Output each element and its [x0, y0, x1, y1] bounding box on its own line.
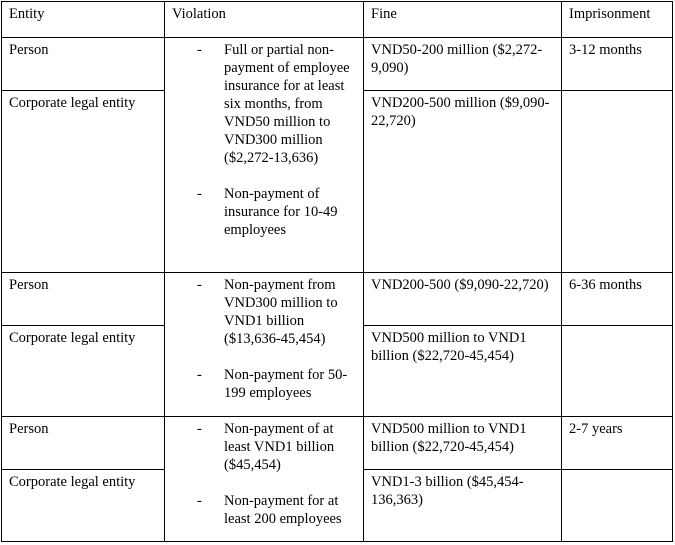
entity-cell: Person — [2, 38, 165, 91]
header-violation: Violation — [165, 2, 364, 38]
fine-cell: VND1-3 billion ($45,454-136,363) — [364, 470, 562, 542]
violation-cell — [165, 273, 364, 417]
header-fine: Fine — [364, 2, 562, 38]
penalty-table — [1, 1, 673, 542]
header-entity: Entity — [2, 2, 165, 38]
imprisonment-cell: 3-12 months — [562, 38, 673, 91]
violation-item: - Non-payment for 50-199 employees — [172, 366, 350, 402]
imprisonment-cell: 2-7 years — [562, 417, 673, 470]
entity-cell: Corporate legal entity — [2, 470, 165, 542]
fine-cell: VND50-200 million ($2,272-9,090) — [364, 38, 562, 91]
entity-cell: Person — [2, 417, 165, 470]
violation-item: - Non-payment of at least VND1 billion ($45,454) — [172, 420, 350, 474]
header-imprisonment: Imprisonment — [562, 2, 673, 38]
imprisonment-cell-empty — [562, 91, 673, 273]
violation-list — [172, 41, 356, 239]
violation-item: - Non-payment of insurance for 10-49 employees — [172, 185, 350, 239]
fine-cell: VND200-500 ($9,090-22,720) — [364, 273, 562, 326]
violation-item: - Non-payment from VND300 million to VND1 billion ($13,636-45,454) — [172, 276, 350, 348]
header-row — [2, 2, 673, 38]
violation-list — [172, 420, 356, 528]
violation-cell — [165, 38, 364, 273]
entity-cell: Person — [2, 273, 165, 326]
table-row — [2, 417, 673, 470]
fine-cell: VND200-500 million ($9,090-22,720) — [364, 91, 562, 273]
fine-cell: VND500 million to VND1 billion ($22,720-45,454) — [364, 326, 562, 417]
violation-item: - Full or partial non-payment of employee insurance for at least six months, from VND50 million to VND300 million ($2,272-13,636) — [172, 41, 350, 167]
table-row — [2, 273, 673, 326]
entity-cell: Corporate legal entity — [2, 326, 165, 417]
fine-cell: VND500 million to VND1 billion ($22,720-45,454) — [364, 417, 562, 470]
entity-cell: Corporate legal entity — [2, 91, 165, 273]
violation-list — [172, 276, 356, 402]
violation-item: - Non-payment for at least 200 employees — [172, 492, 350, 528]
table-row — [2, 38, 673, 91]
imprisonment-cell-empty — [562, 470, 673, 542]
imprisonment-cell-empty — [562, 326, 673, 417]
violation-cell — [165, 417, 364, 542]
imprisonment-cell: 6-36 months — [562, 273, 673, 326]
